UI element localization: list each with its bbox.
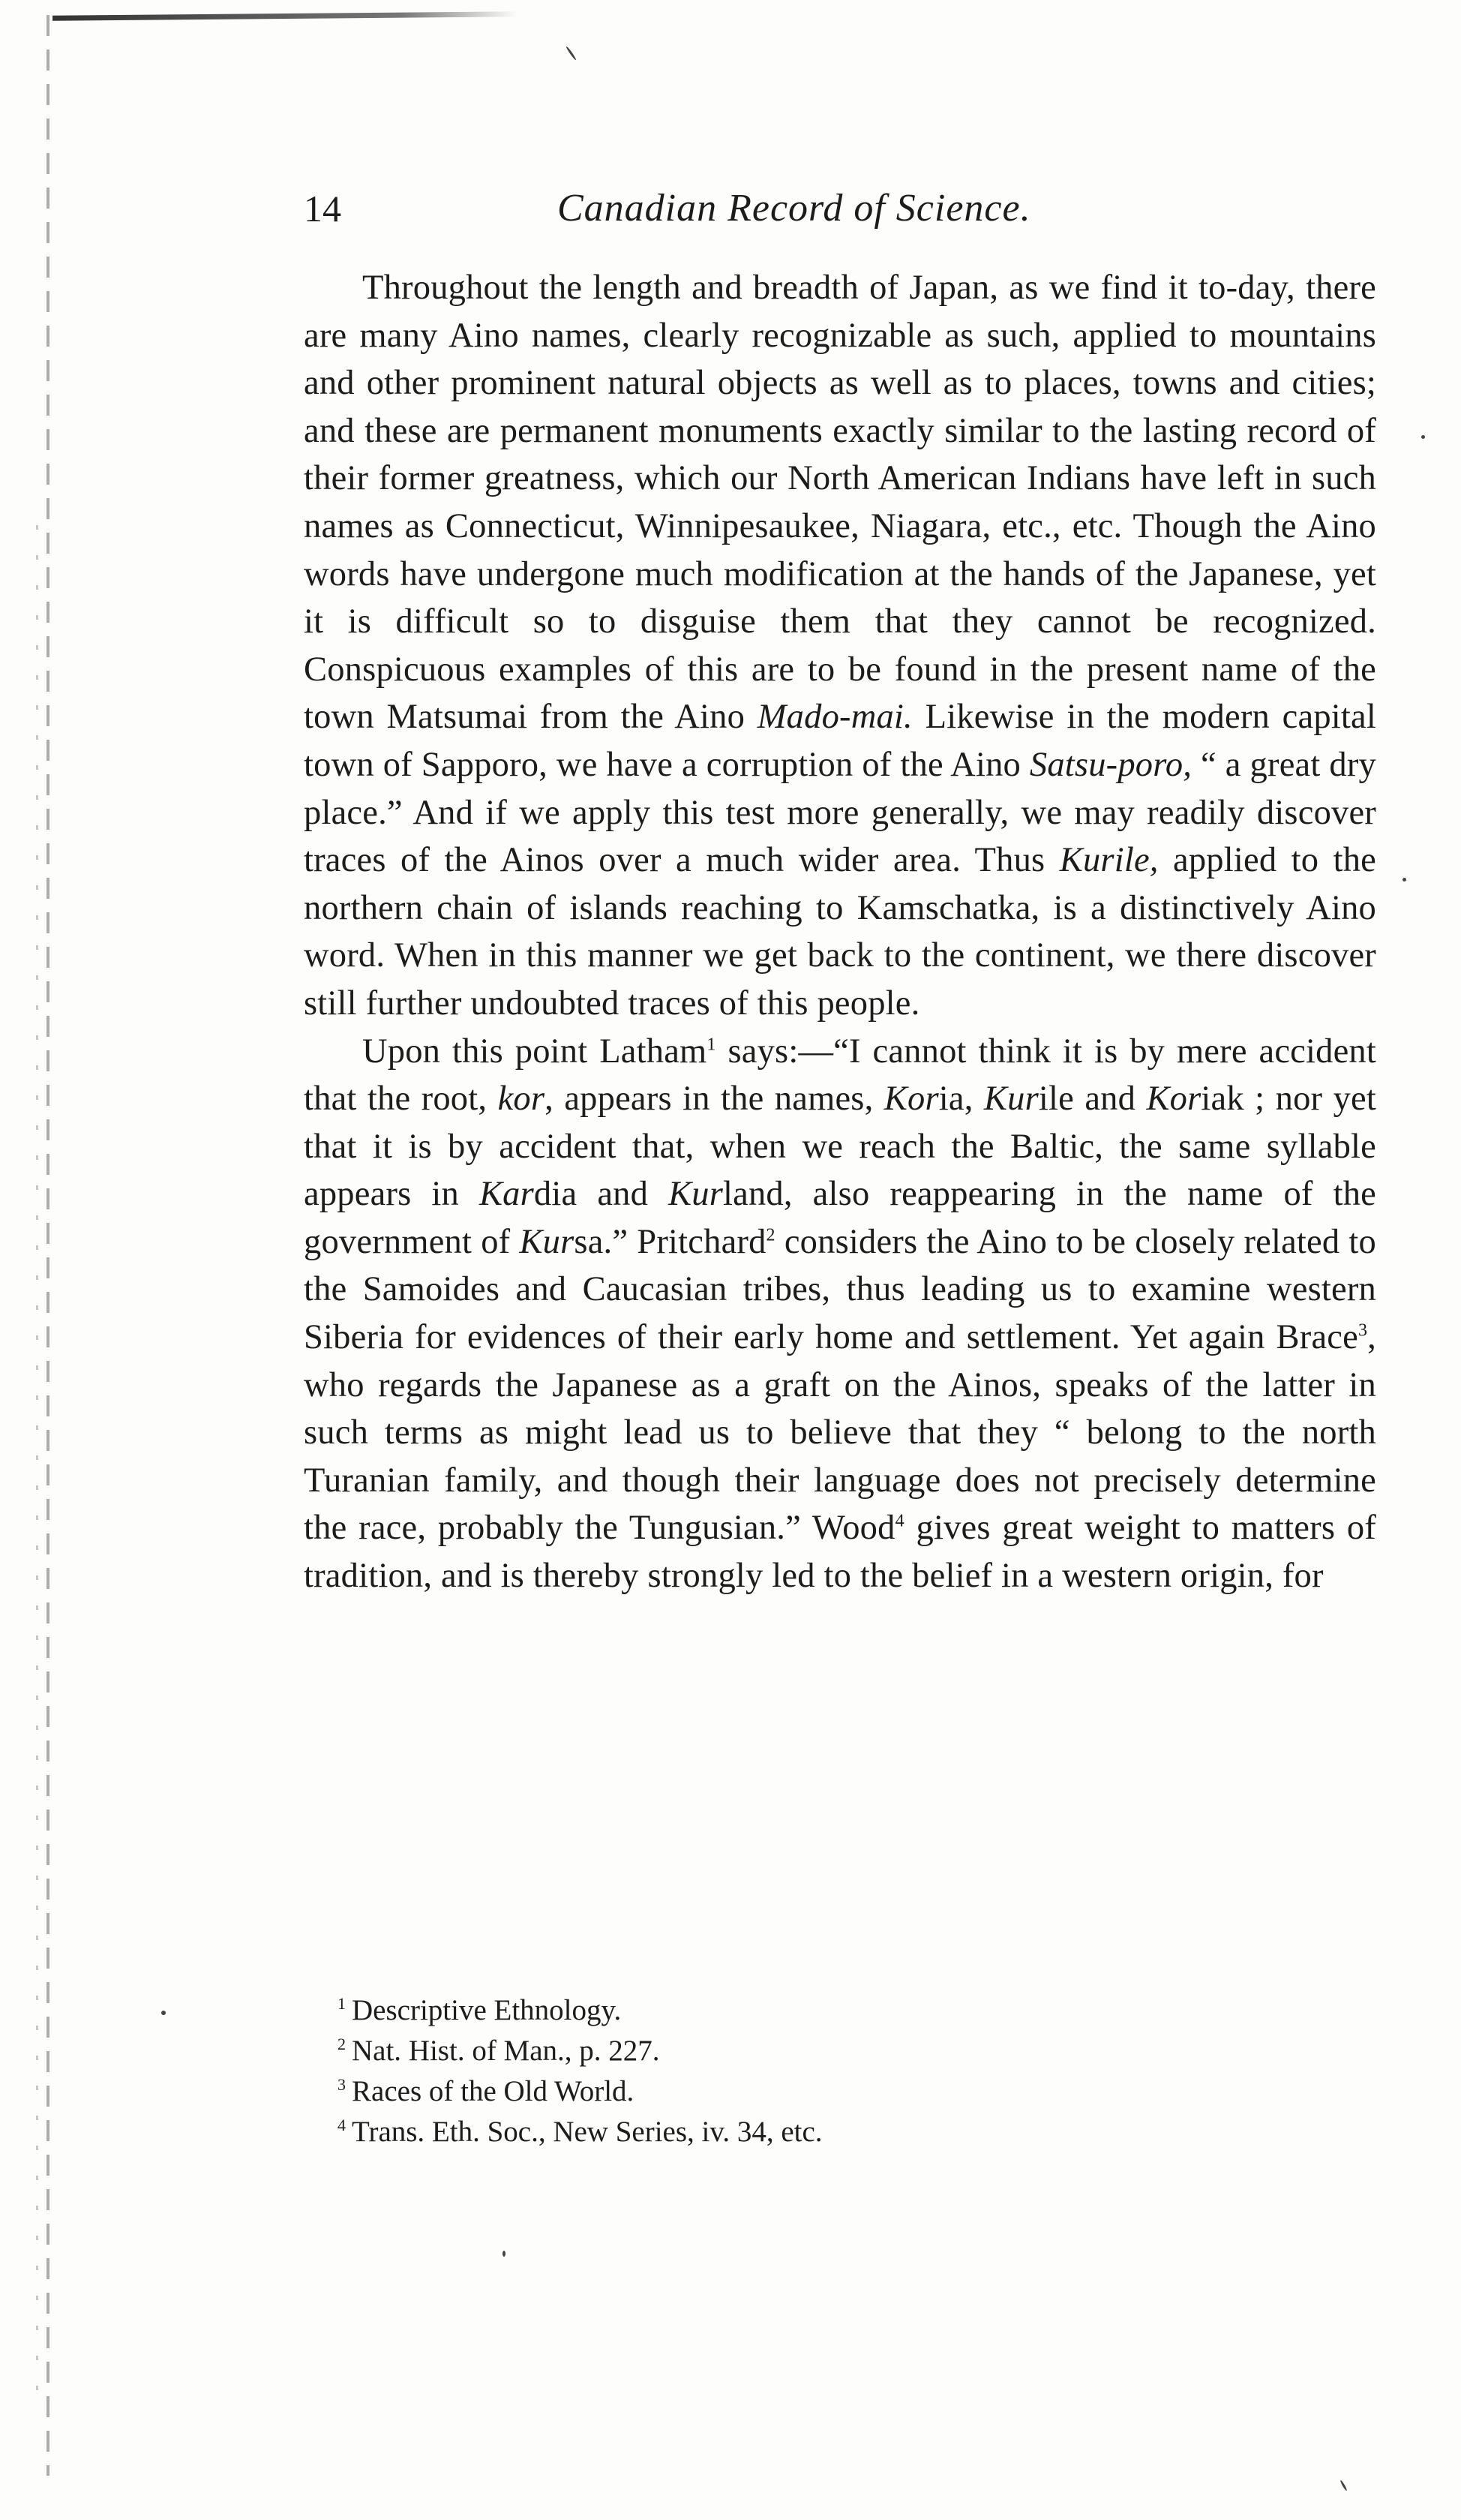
text-run: , appears in the names, xyxy=(544,1080,884,1119)
footnote xyxy=(338,2112,1238,2152)
footnote-reference: 3 xyxy=(1358,1320,1368,1341)
footnote-marker: 3 xyxy=(338,2075,346,2094)
italic-term: kor xyxy=(497,1080,545,1119)
body-paragraph xyxy=(304,1028,1376,1600)
footnote-marker: 2 xyxy=(338,2035,346,2053)
scan-speck xyxy=(161,2011,166,2015)
footnote-marker: 1 xyxy=(338,1994,346,2013)
scan-edge-artifact-left-inner xyxy=(36,525,38,2401)
text-run: sa.” Pritchard xyxy=(574,1222,766,1261)
italic-term: Satsu-poro, xyxy=(1029,745,1192,784)
footnote xyxy=(338,1990,1238,2031)
footnote xyxy=(338,2031,1238,2071)
footnote-marker: 4 xyxy=(338,2116,346,2134)
text-run: land, also reappearing in the name of the government of xyxy=(304,1175,1376,1261)
footnote xyxy=(338,2071,1238,2112)
italic-term: Kor xyxy=(1146,1080,1202,1119)
text-run: says:—“I cannot think it is by mere accident that the root, xyxy=(304,1032,1376,1119)
footnote-text: Races of the Old World. xyxy=(352,2075,634,2107)
running-header xyxy=(304,179,1151,239)
text-run: Throughout the length and breadth of Japan, as we find it to-day, there are many Aino names, clearly recognizable as such, applied to mountains and other prominent natural objects as well as to places, towns and cities; and these are permanent monuments exactly similar to the lasting record of their former greatness, which our North American Indians have left in such names as Connecticut, Winnipesaukee, Niagara, etc., etc. Though the Aino words have undergone much modification at the hands of the Japanese, yet it is difficult so to disguise them that they cannot be recognized. Conspicuous examples of this are to be found in the present name of the town Matsumai from the Aino xyxy=(304,269,1376,737)
text-run: ile and xyxy=(1038,1080,1147,1119)
italic-term: Kurile, xyxy=(1059,841,1159,880)
text-run: , who regards the Japanese as a graft on the Ainos, speaks of the latter in such terms as might lead us to believe that they “ belong to the north Turanian family, and though their language does not precisely determine the race, probably the Tungusian.” Wood xyxy=(304,1318,1376,1548)
footnote-text: Trans. Eth. Soc., New Series, iv. 34, etc. xyxy=(352,2116,823,2148)
scan-speck xyxy=(1421,435,1425,439)
page-number: 14 xyxy=(304,188,341,230)
scan-edge-artifact-top xyxy=(52,11,518,20)
scan-speck xyxy=(566,46,577,61)
scan-speck xyxy=(1402,878,1406,882)
italic-term: Kur xyxy=(668,1175,724,1214)
text-run: dia and xyxy=(533,1175,669,1214)
footnote-reference: 2 xyxy=(766,1225,776,1245)
scan-edge-artifact-left xyxy=(46,15,50,2476)
text-run: considers the Aino to be closely related to the Samoides and Caucasian tribes, thus leading us to examine western Siberia for evidences of their early home and settlement. Yet again Brace xyxy=(304,1222,1376,1357)
scan-speck xyxy=(1340,2479,1348,2491)
text-run: “ a great dry place.” And if we apply this test more generally, we may readily discover traces of the Ainos over a much wider area. Thus xyxy=(304,745,1377,880)
italic-term: Kur xyxy=(519,1222,574,1261)
footnote-text: Descriptive Ethnology. xyxy=(352,1994,622,2026)
text-run: ia, xyxy=(938,1080,984,1119)
italic-term: Mado-mai. xyxy=(757,698,913,737)
text-run: Upon this point Latham xyxy=(362,1032,707,1071)
italic-term: Kur xyxy=(983,1080,1039,1119)
footnote-reference: 1 xyxy=(706,1035,716,1054)
footnote-text: Nat. Hist. of Man., p. 227. xyxy=(352,2035,660,2067)
footnote-reference: 4 xyxy=(895,1511,904,1531)
body-paragraph xyxy=(304,264,1376,1028)
body-text xyxy=(304,264,1376,1600)
italic-term: Kor xyxy=(884,1080,939,1119)
text-run: iak ; nor yet that it is by accident that, when we reach the Baltic, the same syllable appears in xyxy=(304,1080,1377,1214)
footnotes xyxy=(338,1990,1238,2152)
text-run: Likewise in the modern capital town of Sapporo, we have a corruption of the Aino xyxy=(304,698,1376,784)
text-run: gives great weight to matters of tradition, and is thereby strongly led to the belief in a western origin, for xyxy=(304,1509,1376,1596)
journal-title: Canadian Record of Science. xyxy=(557,187,1031,230)
text-run: applied to the northern chain of islands reaching to Kamschatka, is a distinctively Aino word. When in this manner we get back to the continent, we there discover still further undoubted traces of this people. xyxy=(304,841,1377,1023)
italic-term: Kar xyxy=(478,1175,534,1214)
scan-speck xyxy=(502,2251,506,2257)
